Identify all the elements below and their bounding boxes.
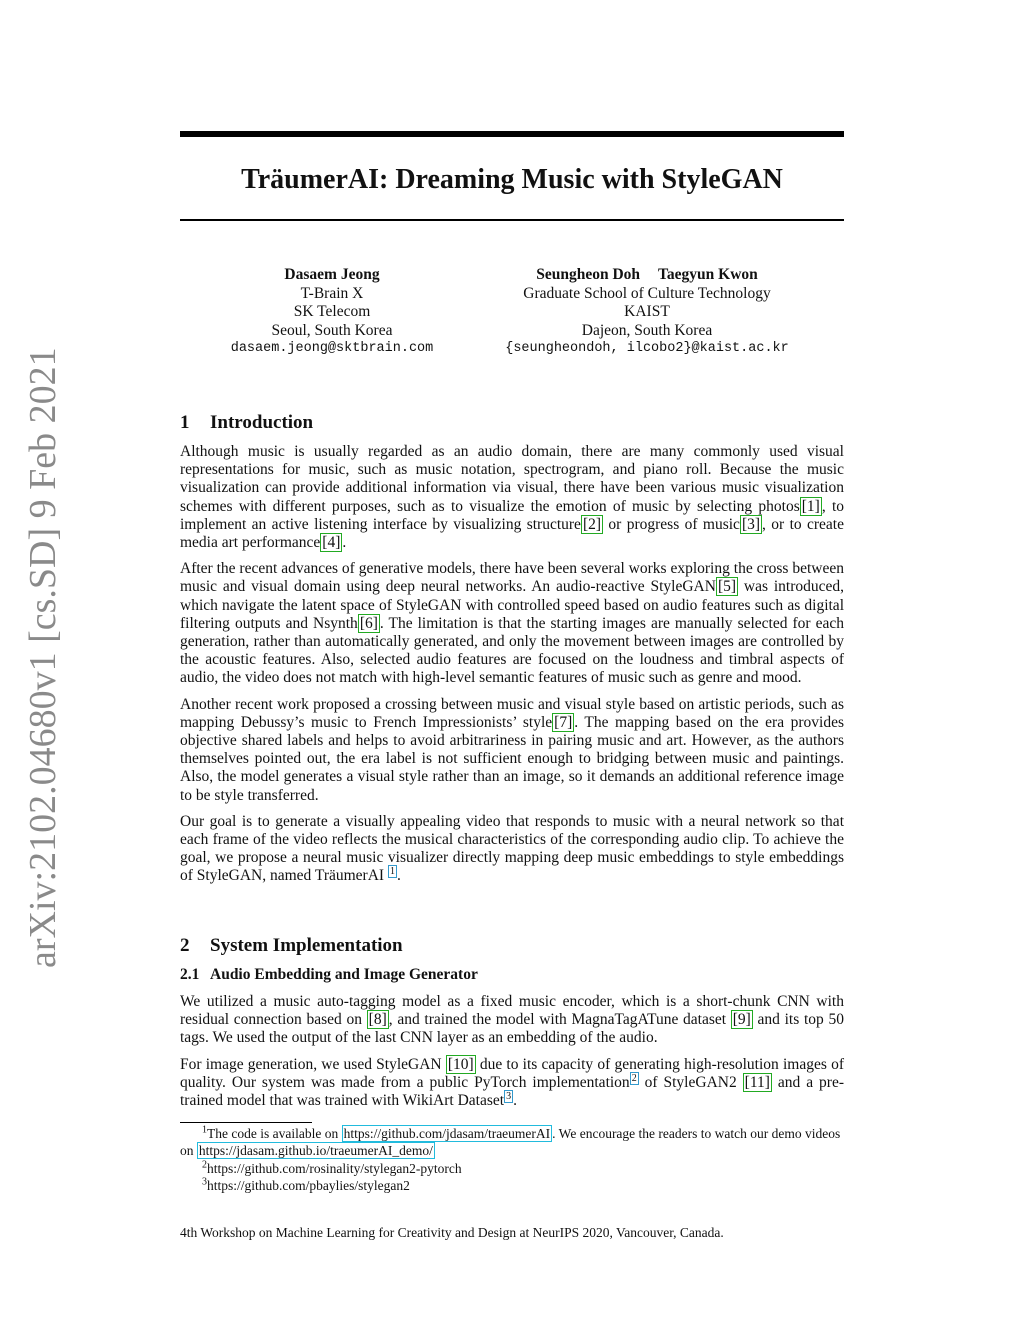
citation-link[interactable]: [4]: [322, 534, 341, 552]
author-name: Seungheon Doh: [536, 266, 641, 283]
affiliation-line: Seoul, South Korea: [271, 321, 393, 339]
author-name: Dasaem Jeong: [284, 266, 380, 283]
paragraph: For image generation, we used StyleGAN [10] due to its capacity of generating high-resolution images of quality. Our system was made from a public PyTorch implementation $^2$ of StyleGAN2 [11] and a pre-trained model that was trained with WikiArt Dataset $^3$ .: [180, 1055, 844, 1110]
venue-footer: 4th Workshop on Machine Learning for Creativity and Design at NeurIPS 2020, Vancouver, Canada.: [180, 1225, 724, 1240]
title-rule-top: [180, 131, 844, 137]
arxiv-stamp: arXiv:2102.04680v1 [cs.SD] 9 Feb 2021: [22, 347, 64, 968]
subsection-heading: 2.1 Audio Embedding and Image Generator: [180, 966, 478, 983]
footnote: $^1$The code is available on https://github.com/jdasam/traeumerAI . We encourage the readers to watch our demo videos on https://jdasam.github.io/traeumerAI_demo/: [180, 1124, 841, 1159]
citation-link[interactable]: [3]: [741, 515, 761, 533]
affiliation-line: SK Telecom: [293, 303, 371, 320]
paragraph: Another recent work proposed a crossing between music and visual style based on artistic periods, such as mapping Debussy’s music to French Impressionists’ style [7] . The mapping based on the era provides objective shared labels and helps to avoid arbitrariness in pairing music and art. However, as the authors themselves pointed out, the era label is not sufficient enough to bridging between music and paintings. Also, the model generates a visual style rather than an image, so it demands an additional reference image to be style transferred.: [180, 695, 844, 804]
footnote-url: https://github.com/pbaylies/stylegan2: [207, 1178, 410, 1194]
section-heading: 1 Introduction: [180, 412, 314, 433]
author-name: Taegyun Kwon: [658, 266, 758, 283]
paper-title: TräumerAI: Dreaming Music with StyleGAN: [241, 164, 783, 195]
author-block-left: [212, 266, 452, 359]
footnote-link[interactable]: 1: [389, 866, 395, 878]
paragraph: Our goal is to generate a visually appealing video that responds to music with a neural network so that each frame of the video reflects the musical characteristics of the corresponding audio clip. To achieve the goal, we propose a neural music visualizer directly mapping deep music embeddings to style embeddings of StyleGAN, named TräumerAI $^1$ .: [180, 812, 844, 885]
section-2: [180, 934, 844, 1110]
citation-link[interactable]: [8]: [368, 1011, 387, 1029]
footnote-url: https://github.com/rosinality/stylegan2-pytorch: [207, 1160, 462, 1176]
citation-link[interactable]: [5]: [717, 578, 737, 596]
footnote: $^3$https://github.com/pbaylies/stylegan2: [202, 1176, 410, 1194]
author-block-right: [480, 266, 814, 359]
footnotes: [180, 1125, 844, 1195]
code-link[interactable]: https://github.com/jdasam/traeumerAI: [343, 1126, 551, 1141]
citation-link[interactable]: [1]: [801, 497, 820, 515]
citation-link[interactable]: [10]: [447, 1055, 474, 1073]
footnote-link[interactable]: 3: [506, 1090, 512, 1102]
paragraph: Although music is usually regarded as an audio domain, there are many commonly used visual representations for music, such as music notation, spectrogram, and piano roll. Because the music visualization can provide additional information via visual, there have been various music visualization schemes with different purposes, such as to visualize the emotion of music by selecting photos [1] , to implement an active listening interface by visualizing structure [2] or progress of music [3] , or to create media art performance [4] .: [180, 443, 844, 552]
section-heading: 2 System Implementation: [180, 935, 403, 956]
author-email: {seungheondoh, ilcobo2}@kaist.ac.kr: [505, 341, 789, 356]
citation-link[interactable]: [7]: [554, 713, 573, 731]
citation-link[interactable]: [6]: [359, 614, 378, 632]
author-email: dasaem.jeong@sktbrain.com: [230, 341, 434, 356]
citation-link[interactable]: [2]: [582, 515, 602, 533]
section-1: [180, 411, 844, 886]
affiliation-line: KAIST: [624, 303, 670, 320]
citation-link[interactable]: [11]: [744, 1073, 770, 1091]
citation-link[interactable]: [9]: [732, 1011, 751, 1029]
affiliation-line: T-Brain X: [300, 284, 364, 302]
footnote: $^2$https://github.com/rosinality/stylegan2-pytorch: [202, 1159, 462, 1176]
footnote-rule: [180, 1122, 312, 1123]
title-rule-bottom: [180, 219, 844, 221]
author-names: [480, 266, 814, 285]
demo-link[interactable]: https://jdasam.github.io/traeumerAI_demo/: [198, 1143, 433, 1159]
paragraph: After the recent advances of generative models, there have been several works exploring the cross between music and visual domain using deep neural networks. An audio-reactive StyleGAN [5] was introduced, which navigate the latent space of StyleGAN with controlled speed based on audio features such as digital filtering outputs and Nsynth [6] . The limitation is that the starting images are manually selected for each generation, rather than automatically generated, and only the movement between images are controlled by the acoustic features. Also, selected audio features are focused on the loudness and timbral aspects of audio, the video does not match with high-level semantic features of music such as genre and mood.: [180, 560, 844, 687]
affiliation-line: Graduate School of Culture Technology: [523, 284, 771, 302]
paragraph: We utilized a music auto-tagging model as a fixed music encoder, which is a short-chunk CNN with residual connection based on [8] , and trained the model with MagnaTagATune dataset [9] and its top 50 tags. We used the output of the last CNN layer as an embedding of the audio.: [180, 993, 844, 1047]
footnote-link[interactable]: 2: [631, 1072, 637, 1084]
affiliation-line: Dajeon, South Korea: [581, 321, 713, 339]
